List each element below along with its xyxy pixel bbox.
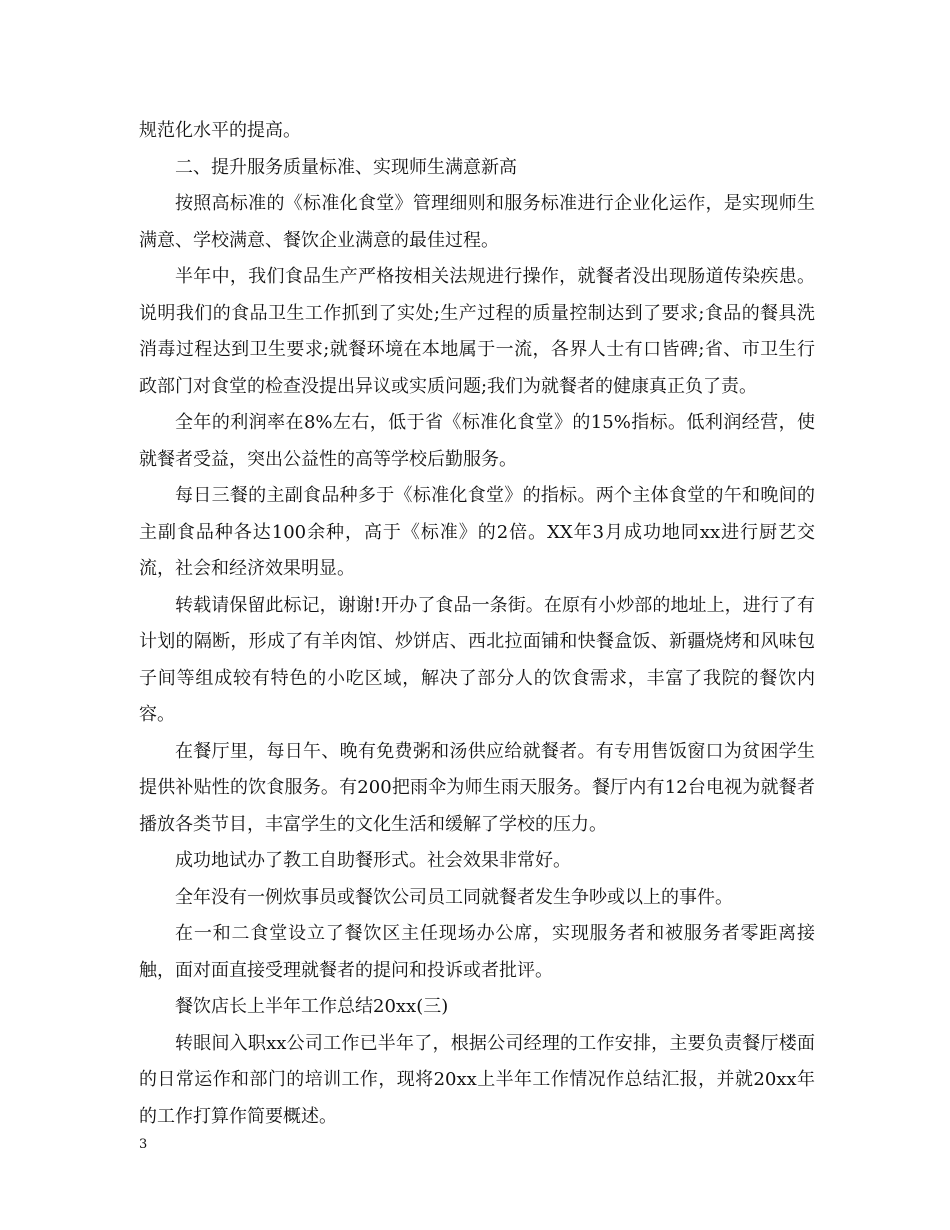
paragraph-continuation: 规范化水平的提高。 [139,120,301,141]
paragraph: 全年的利润率在8%左右，低于省《标准化食堂》的15%指标。低利润经营，使就餐者受益，突出公益性的高等学校后勤服务。 [139,412,815,470]
subtitle: 餐饮店长上半年工作总结20xx(三) [175,996,449,1017]
paragraph: 转眼间入职xx公司工作已半年了，根据公司经理的工作安排，主要负责餐厅楼面的日常运作和部门的培训工作，现将20xx上半年工作情况作总结汇报，并就20xx年的工作打算作简要概述。 [139,1032,815,1127]
paragraph: 全年没有一例炊事员或餐饮公司员工同就餐者发生争吵或以上的事件。 [175,886,733,908]
paragraph: 在餐厅里，每日午、晚有免费粥和汤供应给就餐者。有专用售饭窗口为贫困学生提供补贴性的饮食服务。有200把雨伞为师生雨天服务。餐厅内有12台电视为就餐者播放各类节目，丰富学生的文化生活和缓解了学校的压力。 [139,740,815,835]
paragraph: 按照高标准的《标准化食堂》管理细则和服务标准进行企业化运作，是实现师生满意、学校满意、餐饮企业满意的最佳过程。 [139,193,815,251]
document-body [139,113,815,1135]
page-number: 3 [139,1137,148,1152]
paragraph: 成功地试办了教工自助餐形式。社会效果非常好。 [175,850,571,871]
paragraph: 转载请保留此标记，谢谢!开办了食品一条街。在原有小炒部的地址上，进行了有计划的隔断，形成了有羊肉馆、炒饼店、西北拉面铺和快餐盒饭、新疆烧烤和风味包子间等组成较有特色的小吃区域，解决了部分人的饮食需求，丰富了我院的餐饮内容。 [139,594,815,725]
paragraph: 半年中，我们食品生产严格按相关法规进行操作，就餐者没出现肠道传染疾患。说明我们的食品卫生工作抓到了实处;生产过程的质量控制达到了要求;食品的餐具洗消毒过程达到卫生要求;就餐环境在本地属于一流，各界人士有口皆碑;省、市卫生行政部门对食堂的检查没提出异议或实质问题;我们为就餐者的健康真正负了责。 [139,266,815,397]
paragraph: 在一和二食堂设立了餐饮区主任现场办公席，实现服务者和被服务者零距离接触，面对面直接受理就餐者的提问和投诉或者批评。 [139,923,815,981]
paragraph: 每日三餐的主副食品种多于《标准化食堂》的指标。两个主体食堂的午和晚间的主副食品种各达100余种，高于《标准》的2倍。XX年3月成功地同xx进行厨艺交流，社会和经济效果明显。 [139,485,815,579]
section-heading: 二、提升服务质量标准、实现师生满意新高 [175,156,517,178]
